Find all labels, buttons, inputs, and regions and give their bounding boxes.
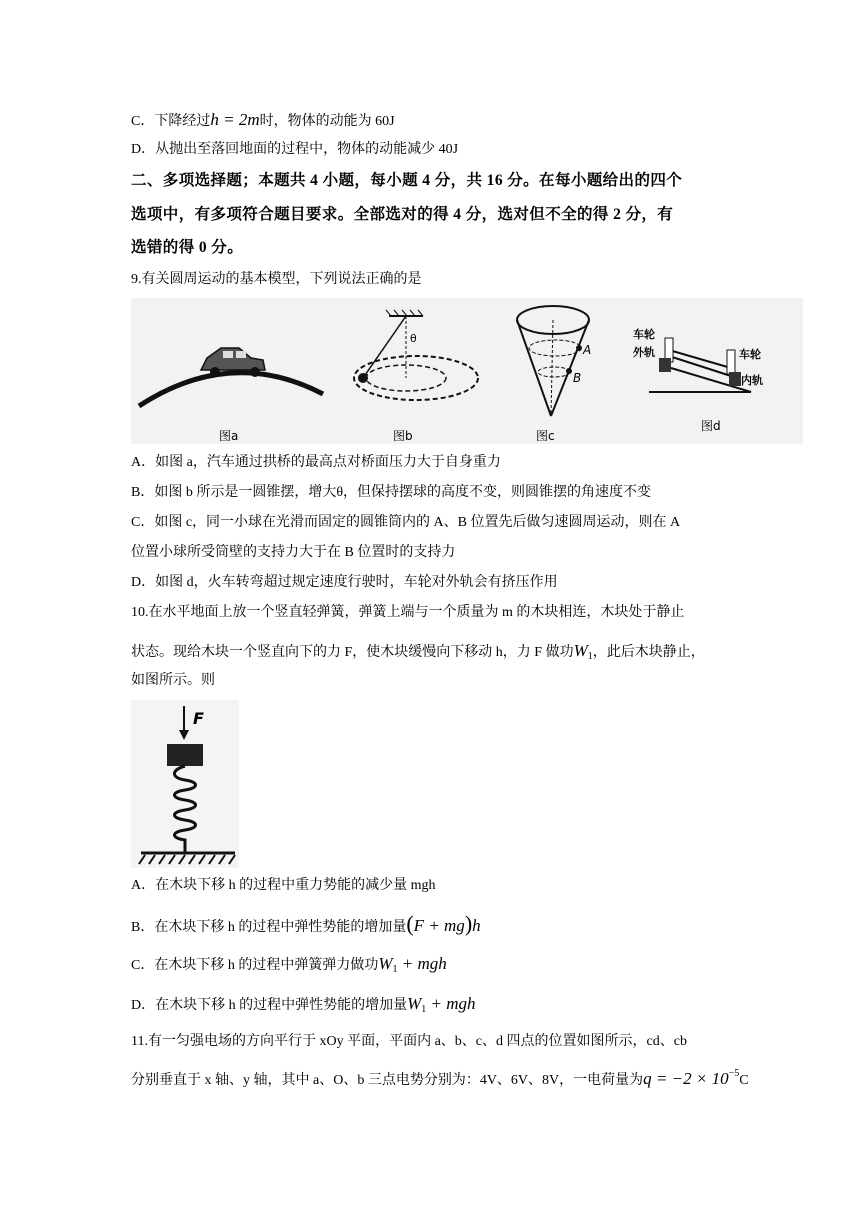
option-8c-formula: h = 2m xyxy=(210,110,260,129)
theta-label: θ xyxy=(410,332,417,345)
force-label: F xyxy=(193,709,204,728)
option-9a: A．如图 a，汽车通过拱桥的最高点对桥面压力大于自身重力 xyxy=(131,455,501,470)
question-11-line-2-text: 分别垂直于 x 轴、y 轴，其中 a、O、b 三点电势分别为：4V、6V、8V，一电荷量为 xyxy=(131,1073,644,1088)
option-9d: D．如图 d，火车转弯超过规定速度行驶时，车轮对外轨会有挤压作用 xyxy=(131,575,558,590)
question-10-line-2a: 状态。现给木块一个竖直向下的力 F，使木块缓慢向下移动 h，力 F 做功 xyxy=(131,645,574,660)
section-heading-line-1: 二、多项选择题；本题共 4 小题，每小题 4 分，共 16 分。在每小题给出的四个 xyxy=(131,172,683,189)
question-10-line-1: 10.在水平地面上放一个竖直轻弹簧，弹簧上端与一个质量为 m 的木块相连，木块处于静止 xyxy=(131,605,685,620)
question-10-figure xyxy=(131,700,239,868)
figure-b-label: 图b xyxy=(393,429,413,443)
question-11-line-1: 11.有一匀强电场的方向平行于 xOy 平面，平面内 a、b、c、d 四点的位置如图所示，cd、cb xyxy=(131,1034,687,1049)
option-9b: B．如图 b 所示是一圆锥摆，增大θ，但保持摆球的高度不变，则圆锥摆的角速度不变 xyxy=(131,485,652,500)
outer-rail-label-2: 外轨 xyxy=(633,346,655,359)
figure-d-rails xyxy=(633,327,763,433)
question-9-stem: 9.有关圆周运动的基本模型，下列说法正确的是 xyxy=(131,272,422,287)
figure-a-bridge xyxy=(139,348,323,443)
option-9c-line-1: C．如图 c，同一小球在光滑而固定的圆锥筒内的 A、B 位置先后做匀速圆周运动，则在 A xyxy=(131,515,681,530)
option-9c-line-2: 位置小球所受筒壁的支持力大于在 B 位置时的支持力 xyxy=(131,545,456,560)
figure-d-label: 图d xyxy=(701,419,721,433)
option-10c xyxy=(131,954,447,980)
question-10-line-2b: ，此后木块静止， xyxy=(592,645,705,660)
option-10b-formula: (F + mg)h xyxy=(406,911,481,936)
section-heading-line-3: 选错的得 0 分。 xyxy=(131,239,244,256)
figure-c-label: 图c xyxy=(536,429,555,443)
question-9-figures xyxy=(131,298,803,444)
outer-rail-label-1: 车轮 xyxy=(633,328,655,341)
option-8c-prefix: C．下降经过 xyxy=(131,114,211,129)
option-10d xyxy=(131,994,476,1020)
inner-rail-label-1: 车轮 xyxy=(739,348,761,361)
option-8d: D．从抛出至落回地面的过程中，物体的动能减少 40J xyxy=(131,142,459,157)
option-10b-text: B．在木块下移 h 的过程中弹性势能的增加量 xyxy=(131,920,407,935)
figure-a-label: 图a xyxy=(219,429,239,443)
question-11-line-2 xyxy=(131,1064,749,1091)
point-a-label: A xyxy=(583,343,592,357)
question-10-line-2 xyxy=(131,641,705,667)
option-10d-text: D．在木块下移 h 的过程中弹性势能的增加量 xyxy=(131,998,408,1013)
section-heading-line-2: 选项中，有多项符合题目要求。全部选对的得 4 分，选对但不全的得 2 分，有 xyxy=(131,206,674,223)
question-10-line-3: 如图所示。则 xyxy=(131,673,215,688)
option-8c-suffix: 时，物体的动能为 60J xyxy=(259,114,395,129)
option-10a: A．在木块下移 h 的过程中重力势能的减少量 mgh xyxy=(131,878,436,893)
option-10d-formula: $W_1$ + mgh xyxy=(407,994,476,1015)
work-w1: $W_1$ xyxy=(573,641,593,662)
option-10b xyxy=(131,911,481,938)
inner-rail-label-2: 内轨 xyxy=(741,374,763,387)
figure-b-pendulum xyxy=(354,310,478,443)
option-10c-formula: $W_1$ + mgh xyxy=(378,954,447,975)
point-b-label: B xyxy=(573,371,582,385)
option-10c-text: C．在木块下移 h 的过程中弹簧弹力做功 xyxy=(131,958,379,973)
figure-c-cone xyxy=(517,306,591,443)
option-8c xyxy=(131,110,395,132)
question-11-line-2-unit: C xyxy=(739,1073,749,1088)
charge-formula: $q = -2 \times 10^{-5}$ xyxy=(643,1068,740,1088)
